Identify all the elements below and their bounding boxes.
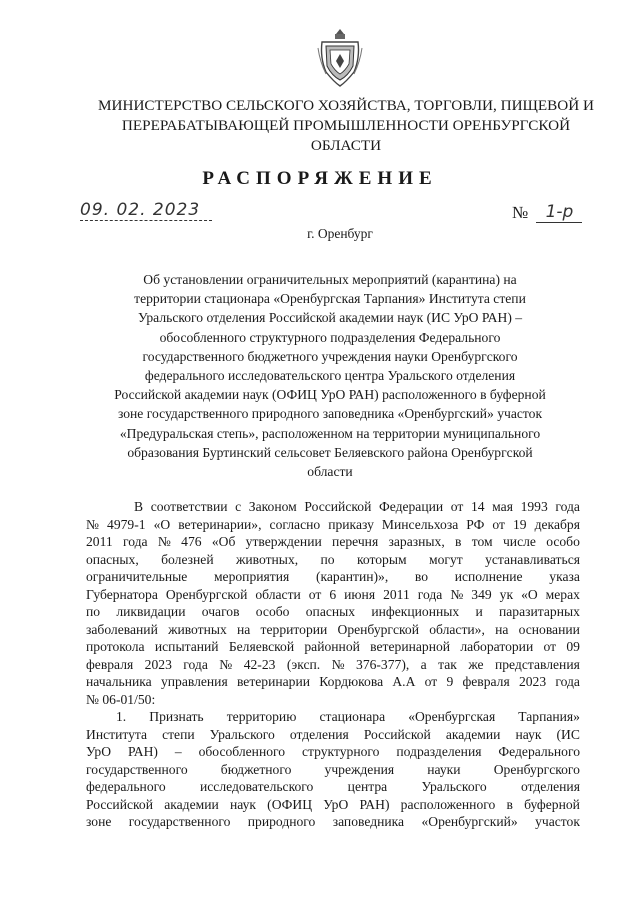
body-word: особо xyxy=(255,604,290,619)
body-word: устанавливаться xyxy=(485,551,580,567)
body-word: буферной xyxy=(524,796,580,812)
body-word: (ОФИЦ xyxy=(267,796,313,812)
body-word: Института xyxy=(86,726,148,742)
body-word: года xyxy=(555,499,580,514)
body-line xyxy=(86,726,580,744)
body-word: зоне xyxy=(86,814,112,829)
body-word: 349 xyxy=(471,586,492,602)
body-word: степи xyxy=(162,726,195,742)
body-word: соответствии xyxy=(150,499,228,514)
body-word: 4979-1 xyxy=(107,516,146,532)
body-word: Губернатора xyxy=(86,586,158,602)
body-word: А.А xyxy=(392,674,416,689)
body-word: территории xyxy=(260,621,328,637)
number-sign: № xyxy=(512,203,529,222)
subject-line: «Предуральская степь», расположенном на территории муниципального xyxy=(119,425,541,441)
ministry-line: МИНИСТЕРСТВО СЕЛЬСКОГО ХОЗЯЙСТВА, ТОРГОВЛИ, ПИЩЕВОЙ И xyxy=(98,97,594,114)
body-word: указа xyxy=(549,569,580,584)
body-word: основании xyxy=(518,621,580,637)
body-word: Признать xyxy=(149,709,204,724)
body-word: животных xyxy=(168,621,227,637)
body-line xyxy=(86,498,580,516)
body-word: же xyxy=(468,656,484,672)
body-word: Законом xyxy=(248,499,297,514)
subject-line: территории стационара «Оренбургская Тарпания» Института степи xyxy=(134,291,526,307)
body-word: академии xyxy=(164,796,219,812)
body-word: протокола xyxy=(86,639,145,654)
body-line xyxy=(86,656,580,674)
body-word: так xyxy=(438,656,457,672)
body-word: «О xyxy=(521,586,538,602)
body-word: по xyxy=(86,604,101,619)
body-line xyxy=(86,796,580,814)
body-word: лаборатории xyxy=(460,639,534,654)
ministry-name xyxy=(96,96,596,156)
body-word: Федерального xyxy=(498,744,580,759)
body-word: том xyxy=(471,534,493,549)
body-word: опасных xyxy=(305,604,356,619)
body-word: стационара xyxy=(319,709,386,724)
body-word: участок xyxy=(535,814,580,829)
body-word: согласно xyxy=(269,516,321,532)
body-word: структурного xyxy=(301,744,380,759)
body-word: отделения xyxy=(521,779,580,794)
body-word: ветеринарной xyxy=(370,639,451,654)
body-word: Уральского xyxy=(421,779,487,794)
body-word: в xyxy=(506,796,513,812)
body-word: подразделения xyxy=(396,744,482,759)
body-word: Минсельхоза xyxy=(381,516,459,532)
body-line xyxy=(86,778,580,796)
body-word: управления xyxy=(160,674,228,689)
body-word: ук xyxy=(499,586,514,602)
body-line xyxy=(86,533,580,551)
subject-line: федерального исследовательского центра Уральского отделения xyxy=(144,368,516,384)
body-word: 2011 xyxy=(86,534,113,549)
coat-of-arms-icon xyxy=(316,28,364,88)
body-word: перечня xyxy=(332,534,379,549)
body-word: УрО xyxy=(86,744,112,759)
body-word: заболеваний xyxy=(86,621,158,637)
body-line xyxy=(86,638,580,656)
body-word: ветеринарии», xyxy=(178,516,262,532)
body-word: 1993 xyxy=(520,499,548,514)
body-word: области xyxy=(255,586,301,602)
body-word: исследовательского xyxy=(199,779,314,794)
body-word: учреждения xyxy=(324,761,395,777)
body-word: которым xyxy=(356,551,407,567)
body-word: мая xyxy=(492,499,513,514)
body-word: ветеринарии xyxy=(236,674,311,689)
body-word: и xyxy=(475,604,483,619)
body-word: 2023 xyxy=(144,656,172,672)
body-word: года xyxy=(183,656,208,672)
body-word: приказу xyxy=(328,516,374,532)
body-word: № xyxy=(86,516,99,532)
body-line xyxy=(86,673,580,691)
body-word: ограничительные xyxy=(86,569,188,584)
subject-title xyxy=(80,270,580,481)
subject-line: области xyxy=(307,464,353,480)
body-word: числе xyxy=(502,534,536,549)
body-word: от xyxy=(492,516,505,532)
body-word: Беляевской xyxy=(228,639,295,654)
body-line xyxy=(86,586,580,604)
body-line: № 06-01/50: xyxy=(86,691,156,707)
body-word: 09 xyxy=(566,639,580,654)
body-word: на xyxy=(495,621,509,637)
body-word: особо xyxy=(546,534,580,549)
body-line xyxy=(86,516,580,534)
body-word: № xyxy=(450,586,464,602)
body-word: Федерации xyxy=(378,499,444,514)
subject-line: Об установлении ограничительных мероприятий (карантина) на xyxy=(143,272,517,287)
body-word: начальника xyxy=(86,674,152,689)
subject-line: образования Буртинский сельсовет Беляевского района Оренбургской xyxy=(127,444,533,460)
body-word: Кордюкова xyxy=(319,674,384,689)
body-line xyxy=(86,603,580,621)
body-word: а xyxy=(420,656,427,672)
body-word: Российской xyxy=(363,726,431,742)
body-word: испытаний xyxy=(154,639,219,654)
subject-line: государственного бюджетного учреждения науки Оренбургского xyxy=(142,348,518,364)
body-word: районной xyxy=(304,639,360,654)
subject-line: обособленного структурного подразделения Федерального xyxy=(159,329,501,345)
body-word: обособленного xyxy=(198,744,286,759)
body-word: федерального xyxy=(86,779,166,794)
body-word: отделения xyxy=(289,726,349,742)
body-word: мерах xyxy=(545,586,580,602)
body-word: 14 xyxy=(470,499,485,514)
body-word: РАН) xyxy=(359,796,390,812)
body-word: УрО xyxy=(323,796,349,812)
body-word: науки xyxy=(427,761,461,777)
body-word: центра xyxy=(347,779,388,794)
ministry-line: ОБЛАСТИ xyxy=(310,137,382,154)
body-word: (карантин)», xyxy=(315,569,389,584)
body-word: «Оренбургская xyxy=(408,709,496,724)
body-word: болезней xyxy=(161,551,214,567)
body-word: (эксп. xyxy=(286,656,321,672)
document-body xyxy=(86,498,580,831)
body-word: от xyxy=(308,586,322,602)
number-value: 1-р xyxy=(536,202,582,223)
body-word: заразных, xyxy=(388,534,445,549)
body-word: 42-23 xyxy=(243,656,276,672)
body-word: опасных, xyxy=(86,551,139,567)
body-word: февраля xyxy=(86,656,134,672)
body-line xyxy=(86,568,580,586)
body-word: ликвидации xyxy=(116,604,186,619)
body-word: бюджетного xyxy=(220,761,292,777)
subject-line: Уральского отделения Российской академии наук (ИС УрО РАН) – xyxy=(137,310,523,326)
body-word: академии xyxy=(445,726,501,742)
body-word: года xyxy=(555,674,580,689)
body-word: в xyxy=(455,534,462,549)
body-word: заповедника xyxy=(332,814,405,829)
body-word: 6 xyxy=(329,586,337,602)
body-word: года xyxy=(122,534,148,549)
body-word: (ИС xyxy=(556,726,580,742)
date-underline xyxy=(80,220,212,221)
body-word: Российской xyxy=(86,796,153,812)
body-word: могут xyxy=(428,551,463,567)
body-word: государственного xyxy=(86,761,188,777)
body-word: животных, xyxy=(235,551,299,567)
body-word: во xyxy=(414,569,429,584)
body-word: декабря xyxy=(534,516,580,532)
body-word: утверждении xyxy=(245,534,322,549)
body-word: паразитарных xyxy=(499,604,580,619)
body-word: государственного xyxy=(128,814,231,829)
body-word: расположенного xyxy=(400,796,496,812)
body-word: № xyxy=(219,656,233,672)
body-word: инфекционных xyxy=(371,604,460,619)
body-word: Оренбургской xyxy=(337,621,420,637)
body-word: февраля xyxy=(462,674,510,689)
body-word: 9 xyxy=(446,674,454,689)
body-word: природного xyxy=(247,814,316,829)
body-word: Оренбургской xyxy=(165,586,248,602)
body-word: «О xyxy=(153,516,171,532)
body-line xyxy=(86,813,580,831)
body-word: 476 xyxy=(181,534,202,549)
subject-line: Российской академии наук (ОФИЦ УрО РАН) расположенного в буферной xyxy=(114,387,546,403)
body-word: «Об xyxy=(211,534,236,549)
city-label: г. Оренбург xyxy=(307,226,373,241)
document-date: 09. 02. 2023 xyxy=(80,200,201,220)
body-word: 1. xyxy=(116,709,127,724)
body-word: наук xyxy=(229,796,256,812)
body-word: 2011 xyxy=(383,586,410,602)
body-word: области», xyxy=(429,621,485,637)
body-word: мероприятия xyxy=(213,569,290,584)
body-line xyxy=(86,551,580,569)
body-word: июня xyxy=(344,586,376,602)
ministry-line: ПЕРЕРАБАТЫВАЮЩЕЙ ПРОМЫШЛЕННОСТИ ОРЕНБУРГСКОЙ xyxy=(121,117,571,134)
body-word: по xyxy=(320,551,335,567)
body-word: наук xyxy=(515,726,542,742)
body-word: от xyxy=(450,499,464,514)
body-word: Уральского xyxy=(209,726,275,742)
body-word: РФ xyxy=(466,516,485,532)
body-word: от xyxy=(424,674,438,689)
body-word: «Оренбургский» xyxy=(421,814,518,829)
body-word: территорию xyxy=(226,709,297,724)
body-word: РАН) xyxy=(127,744,158,759)
document-number xyxy=(512,202,582,223)
body-word: – xyxy=(174,744,182,759)
document-type-title: РАСПОРЯЖЕНИЕ xyxy=(202,168,438,189)
body-word: 376-377), xyxy=(356,656,410,672)
body-word: исполнение xyxy=(454,569,523,584)
body-line xyxy=(86,621,580,639)
body-word: очагов xyxy=(201,604,240,619)
body-word: с xyxy=(235,499,242,514)
body-word: от xyxy=(543,639,557,654)
body-word: 19 xyxy=(512,516,527,532)
body-line xyxy=(86,743,580,761)
body-word: 2023 xyxy=(518,674,547,689)
body-word: Российской xyxy=(304,499,372,514)
clause-1-line xyxy=(86,708,580,726)
body-word: Тарпания» xyxy=(518,709,580,724)
body-word: на xyxy=(237,621,251,637)
body-word: представления xyxy=(494,656,580,672)
body-word: № xyxy=(157,534,171,549)
subject-line: зоне государственного природного заповедника «Оренбургский» участок xyxy=(117,406,543,422)
body-word: года xyxy=(417,586,443,602)
body-word: В xyxy=(134,499,144,514)
body-word: Оренбургского xyxy=(493,761,580,777)
body-word: № xyxy=(331,656,345,672)
body-line xyxy=(86,761,580,779)
